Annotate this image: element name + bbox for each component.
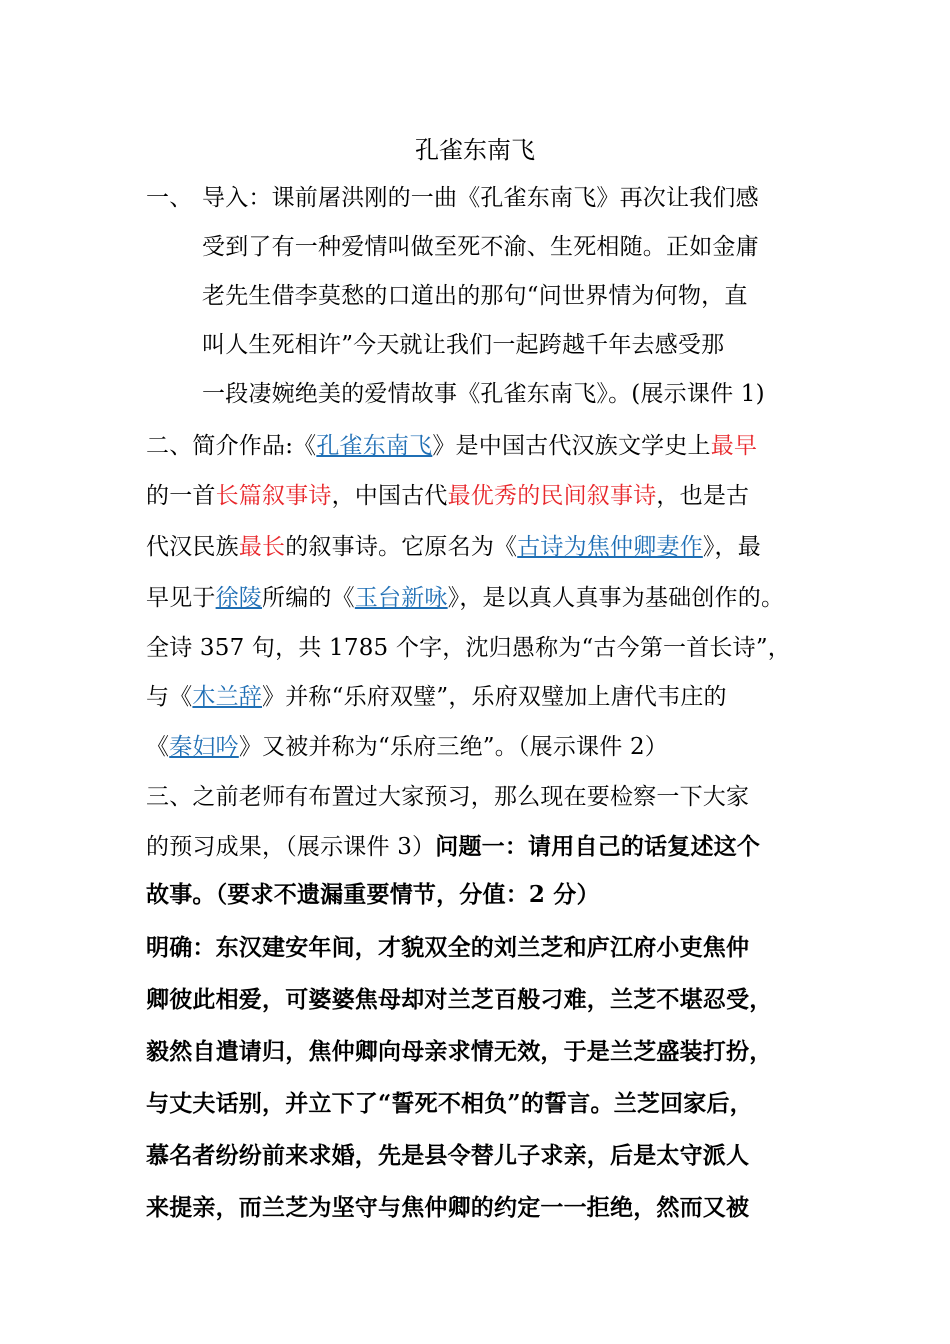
- link-xuling[interactable]: 徐陵: [215, 585, 263, 611]
- section3-line-3: 故事。（要求不遗漏重要情节，分值：2 分）: [146, 881, 600, 908]
- text: 《: [146, 734, 170, 760]
- section2-line-7: [146, 729, 668, 765]
- section1-line-5: 一段凄婉绝美的爱情故事《孔雀东南飞》。(展示课件 1): [202, 381, 765, 407]
- highlight-text: 最长: [238, 534, 286, 560]
- link-yutai-xinyong[interactable]: 玉台新咏: [354, 585, 448, 611]
- highlight-text: 最早: [710, 433, 758, 459]
- section2-line-5: 全诗 357 句，共 1785 个字，沈归愚称为“古今第一首长诗”，: [146, 635, 791, 661]
- text: 的预习成果，（展示课件 3）: [146, 834, 436, 860]
- link-gushi[interactable]: 古诗为焦仲卿妻作: [517, 534, 703, 560]
- answer-line-4: 与丈夫话别，并立下了“誓死不相负”的誓言。兰芝回家后，: [146, 1090, 753, 1117]
- section1-line-4: 叫人生死相许”今天就让我们一起跨越千年去感受那: [202, 332, 725, 358]
- section3-line-1: 三、之前老师有布置过大家预习，那么现在要检察一下大家: [146, 784, 750, 810]
- text: 与《: [146, 684, 193, 710]
- question-text: 问题一：请用自己的话复述这个: [435, 833, 761, 860]
- section1-marker: 一、: [146, 185, 193, 211]
- highlight-text: 长篇叙事诗: [215, 483, 332, 509]
- section2-line-3: [146, 529, 761, 565]
- text: 》又被并称为“乐府三绝”。（展示课件 2）: [238, 734, 668, 760]
- section3-line-2: [146, 829, 760, 865]
- text: 》并称“乐府双璧”，乐府双璧加上唐代韦庄的: [262, 684, 727, 710]
- text: 早见于: [146, 585, 216, 611]
- document-title: 孔雀东南飞: [415, 136, 535, 164]
- highlight-text: 最优秀的民间叙事诗: [447, 483, 657, 509]
- link-qinfuyin[interactable]: 秦妇吟: [169, 734, 239, 760]
- link-mulanci[interactable]: 木兰辞: [192, 684, 263, 710]
- section1-line-3: 老先生借李莫愁的口道出的那句“问世界情为何物，直: [202, 283, 748, 309]
- text: 二、简介作品:《: [146, 433, 317, 459]
- answer-line-5: 慕名者纷纷前来求婚，先是县令替儿子求亲，后是太守派人: [146, 1142, 750, 1169]
- answer-line-1: 明确：东汉建安年间，才貌双全的刘兰芝和庐江府小吏焦仲: [146, 934, 750, 961]
- text: 所编的《: [262, 585, 355, 611]
- text: 代汉民族: [146, 534, 239, 560]
- section2-line-2: [146, 478, 749, 514]
- answer-line-6: 来提亲，而兰芝为坚守与焦仲卿的约定一一拒绝，然而又被: [146, 1194, 750, 1221]
- text: 的叙事诗。它原名为《: [285, 534, 518, 560]
- text: 的一首: [146, 483, 216, 509]
- text: 》，最: [702, 534, 761, 560]
- text: ，中国古代: [331, 483, 448, 509]
- section2-line-6: [146, 679, 727, 715]
- link-kongque-dongnanfei[interactable]: 孔雀东南飞: [316, 433, 433, 459]
- answer-line-2: 卿彼此相爱，可婆婆焦母却对兰芝百般刁难，兰芝不堪忍受，: [146, 986, 773, 1013]
- section1-line-1: 导入：课前屠洪刚的一曲《孔雀东南飞》再次让我们感: [202, 185, 759, 211]
- section2-line-1: [146, 428, 757, 464]
- answer-line-3: 毅然自遣请归，焦仲卿向母亲求情无效，于是兰芝盛装打扮，: [146, 1038, 773, 1065]
- section1-line-2: 受到了有一种爱情叫做至死不渝、生死相随。正如金庸: [202, 234, 759, 260]
- text: 》，是以真人真事为基础创作的。: [447, 585, 785, 611]
- text: ，也是古: [656, 483, 750, 509]
- text: 》是中国古代汉族文学史上: [432, 433, 711, 459]
- section2-line-4: [146, 580, 784, 616]
